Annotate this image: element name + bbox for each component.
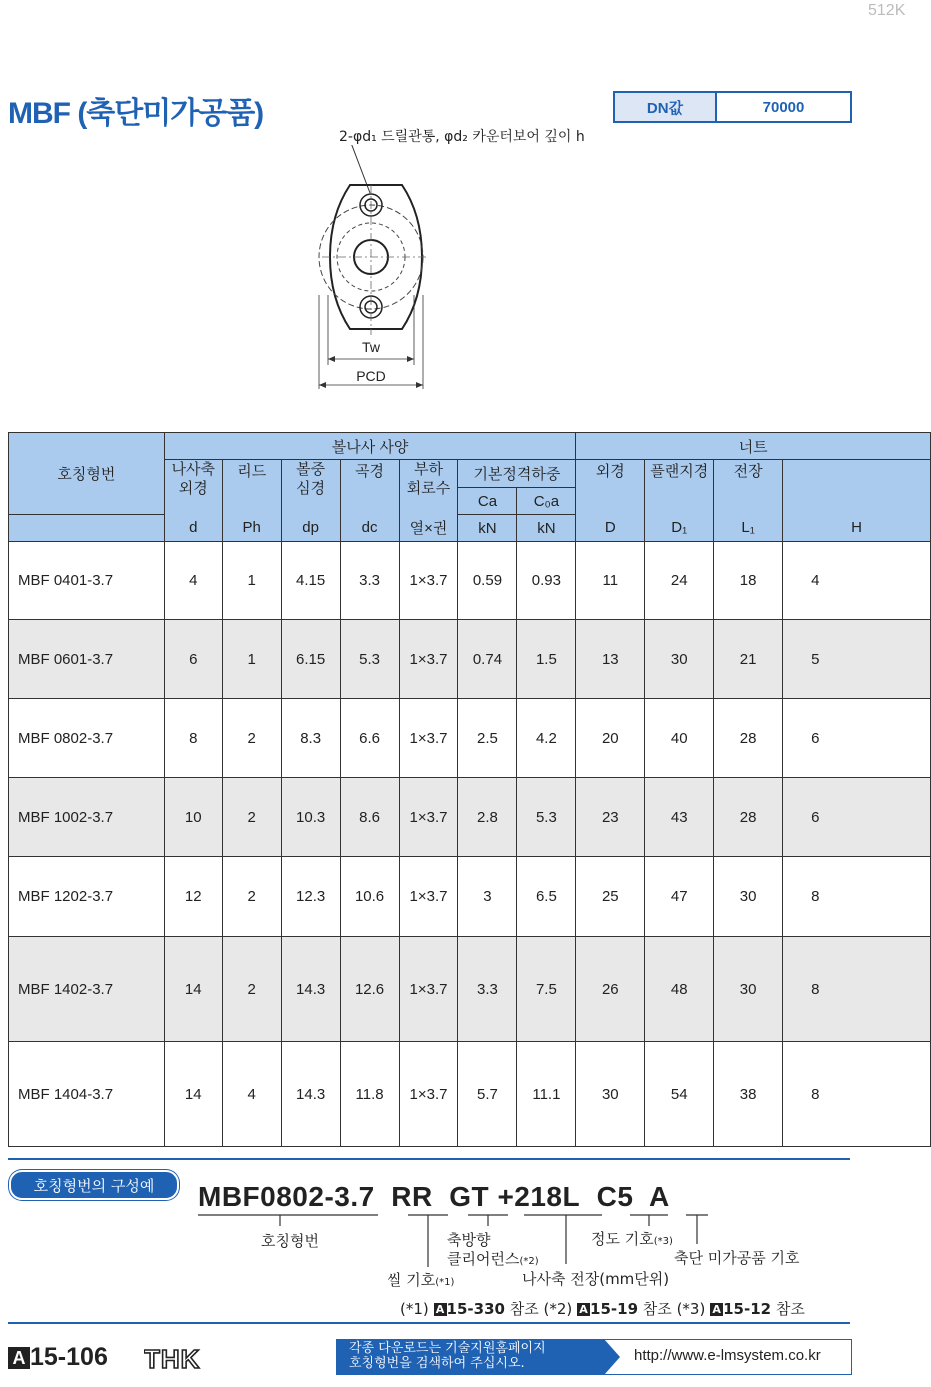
label-length: 나사축 전장(mm단위) (522, 1270, 670, 1288)
dn-value-box (613, 91, 852, 123)
sym-ca: kN (458, 515, 517, 542)
tw-label: Tw (362, 339, 380, 355)
header-length: 전장 (714, 460, 783, 515)
note-link-2[interactable]: 15-19 (590, 1300, 639, 1318)
svg-text:THK: THK (144, 1347, 201, 1371)
label-shaft-end: 축단 미가공품 기호 (674, 1249, 800, 1267)
a-page-icon: A (710, 1303, 723, 1316)
code-model: MBF0802-3.7 (198, 1181, 375, 1212)
header-circuits: 부하 회로수 (399, 460, 458, 515)
table-row: MBF 1404-3.7 14 4 14.3 11.8 1×3.7 5.7 11.1 30 54 38 8 (9, 1042, 931, 1147)
footnotes: (*1) A 15-330 참조 (*2) A 15-19 참조 (*3) A 15-12 참조 (400, 1300, 805, 1318)
code-seal: RR (391, 1181, 433, 1212)
sym-L1: L₁ (714, 515, 783, 542)
header-h-blank (783, 460, 931, 515)
label-seal: 씰 기호(*1) (387, 1271, 455, 1289)
page-code: 512K (868, 2, 906, 19)
code-clearance: GT (449, 1181, 490, 1212)
sym-D: D (576, 515, 645, 542)
sym-ph: Ph (222, 515, 281, 542)
sym-D1: D₁ (645, 515, 714, 542)
code-length: +218L (497, 1181, 581, 1212)
table-row: MBF 1002-3.7 10 2 10.3 8.6 1×3.7 2.8 5.3 23 43 28 6 (9, 778, 931, 857)
download-url-link[interactable]: http://www.e-lmsystem.co.kr (634, 1347, 821, 1364)
flange-drawing (300, 145, 460, 395)
table-row: MBF 1402-3.7 14 2 14.3 12.6 1×3.7 3.3 7.5 26 48 30 8 (9, 937, 931, 1042)
code-accuracy: C5 (596, 1181, 634, 1212)
header-c0a: C₀a (517, 488, 576, 515)
dn-value: 70000 (762, 98, 805, 116)
label-model: 호칭형번 (261, 1232, 319, 1250)
table-row: MBF 0401-3.7 4 1 4.15 3.3 1×3.7 0.59 0.93 11 24 18 4 (9, 542, 931, 620)
header-nut-od: 외경 (576, 460, 645, 515)
header-ball-center: 볼중 심경 (281, 460, 340, 515)
header-flange-dia: 플랜지경 (645, 460, 714, 515)
header-blank (9, 515, 165, 542)
a-page-icon: A (577, 1303, 590, 1316)
table-row: MBF 0802-3.7 8 2 8.3 6.6 1×3.7 2.5 4.2 20 40 28 6 (9, 699, 931, 778)
label-accuracy: 정도 기호(*3) (591, 1230, 673, 1248)
table-row: MBF 0601-3.7 6 1 6.15 5.3 1×3.7 0.74 1.5 13 30 21 5 (9, 620, 931, 699)
download-note: 각종 다운로드는 기술지원홈페이지 호칭형번을 검색하여 주십시오. (349, 1341, 546, 1371)
label-axial: 축방향 (447, 1231, 491, 1249)
sym-c0a: kN (517, 515, 576, 542)
spec-table (8, 432, 931, 1147)
sym-d: d (164, 515, 222, 542)
note-link-3[interactable]: 15-12 (723, 1300, 772, 1318)
header-nut: 너트 (576, 433, 931, 460)
sym-circ: 열×권 (399, 515, 458, 542)
note-link-1[interactable]: 15-330 (446, 1300, 505, 1318)
table-row: MBF 1202-3.7 12 2 12.3 10.6 1×3.7 3 6.5 25 47 30 8 (9, 857, 931, 937)
example-code (198, 1181, 670, 1213)
a-page-icon: A (8, 1347, 30, 1369)
header-root-dia: 곡경 (340, 460, 399, 515)
page-title: MBF (축단미가공품) (8, 97, 264, 130)
header-ballscrew-spec: 볼나사 사양 (164, 433, 576, 460)
sym-dp: dp (281, 515, 340, 542)
drill-note: 2-φd₁ 드릴관통, φd₂ 카운터보어 깊이 h (339, 129, 585, 145)
thk-logo (144, 1347, 228, 1371)
pcd-label: PCD (356, 368, 386, 384)
sym-H: H (783, 515, 931, 542)
header-shaft-od: 나사축 외경 (164, 460, 222, 515)
page-number: A 15-106 (8, 1343, 108, 1372)
footer-divider (8, 1322, 850, 1324)
sym-dc: dc (340, 515, 399, 542)
header-ca: Ca (458, 488, 517, 515)
header-model: 호칭형번 (9, 433, 165, 515)
dn-label: DN값 (615, 93, 717, 121)
code-shaft-end: A (649, 1181, 670, 1212)
header-load-rating: 기본정격하중 (458, 460, 576, 488)
label-clearance: 클리어런스(*2) (447, 1250, 539, 1268)
a-page-icon: A (434, 1303, 447, 1316)
header-lead: 리드 (222, 460, 281, 515)
example-divider (8, 1158, 850, 1160)
example-badge: 호칭형번의 구성예 (9, 1170, 179, 1200)
